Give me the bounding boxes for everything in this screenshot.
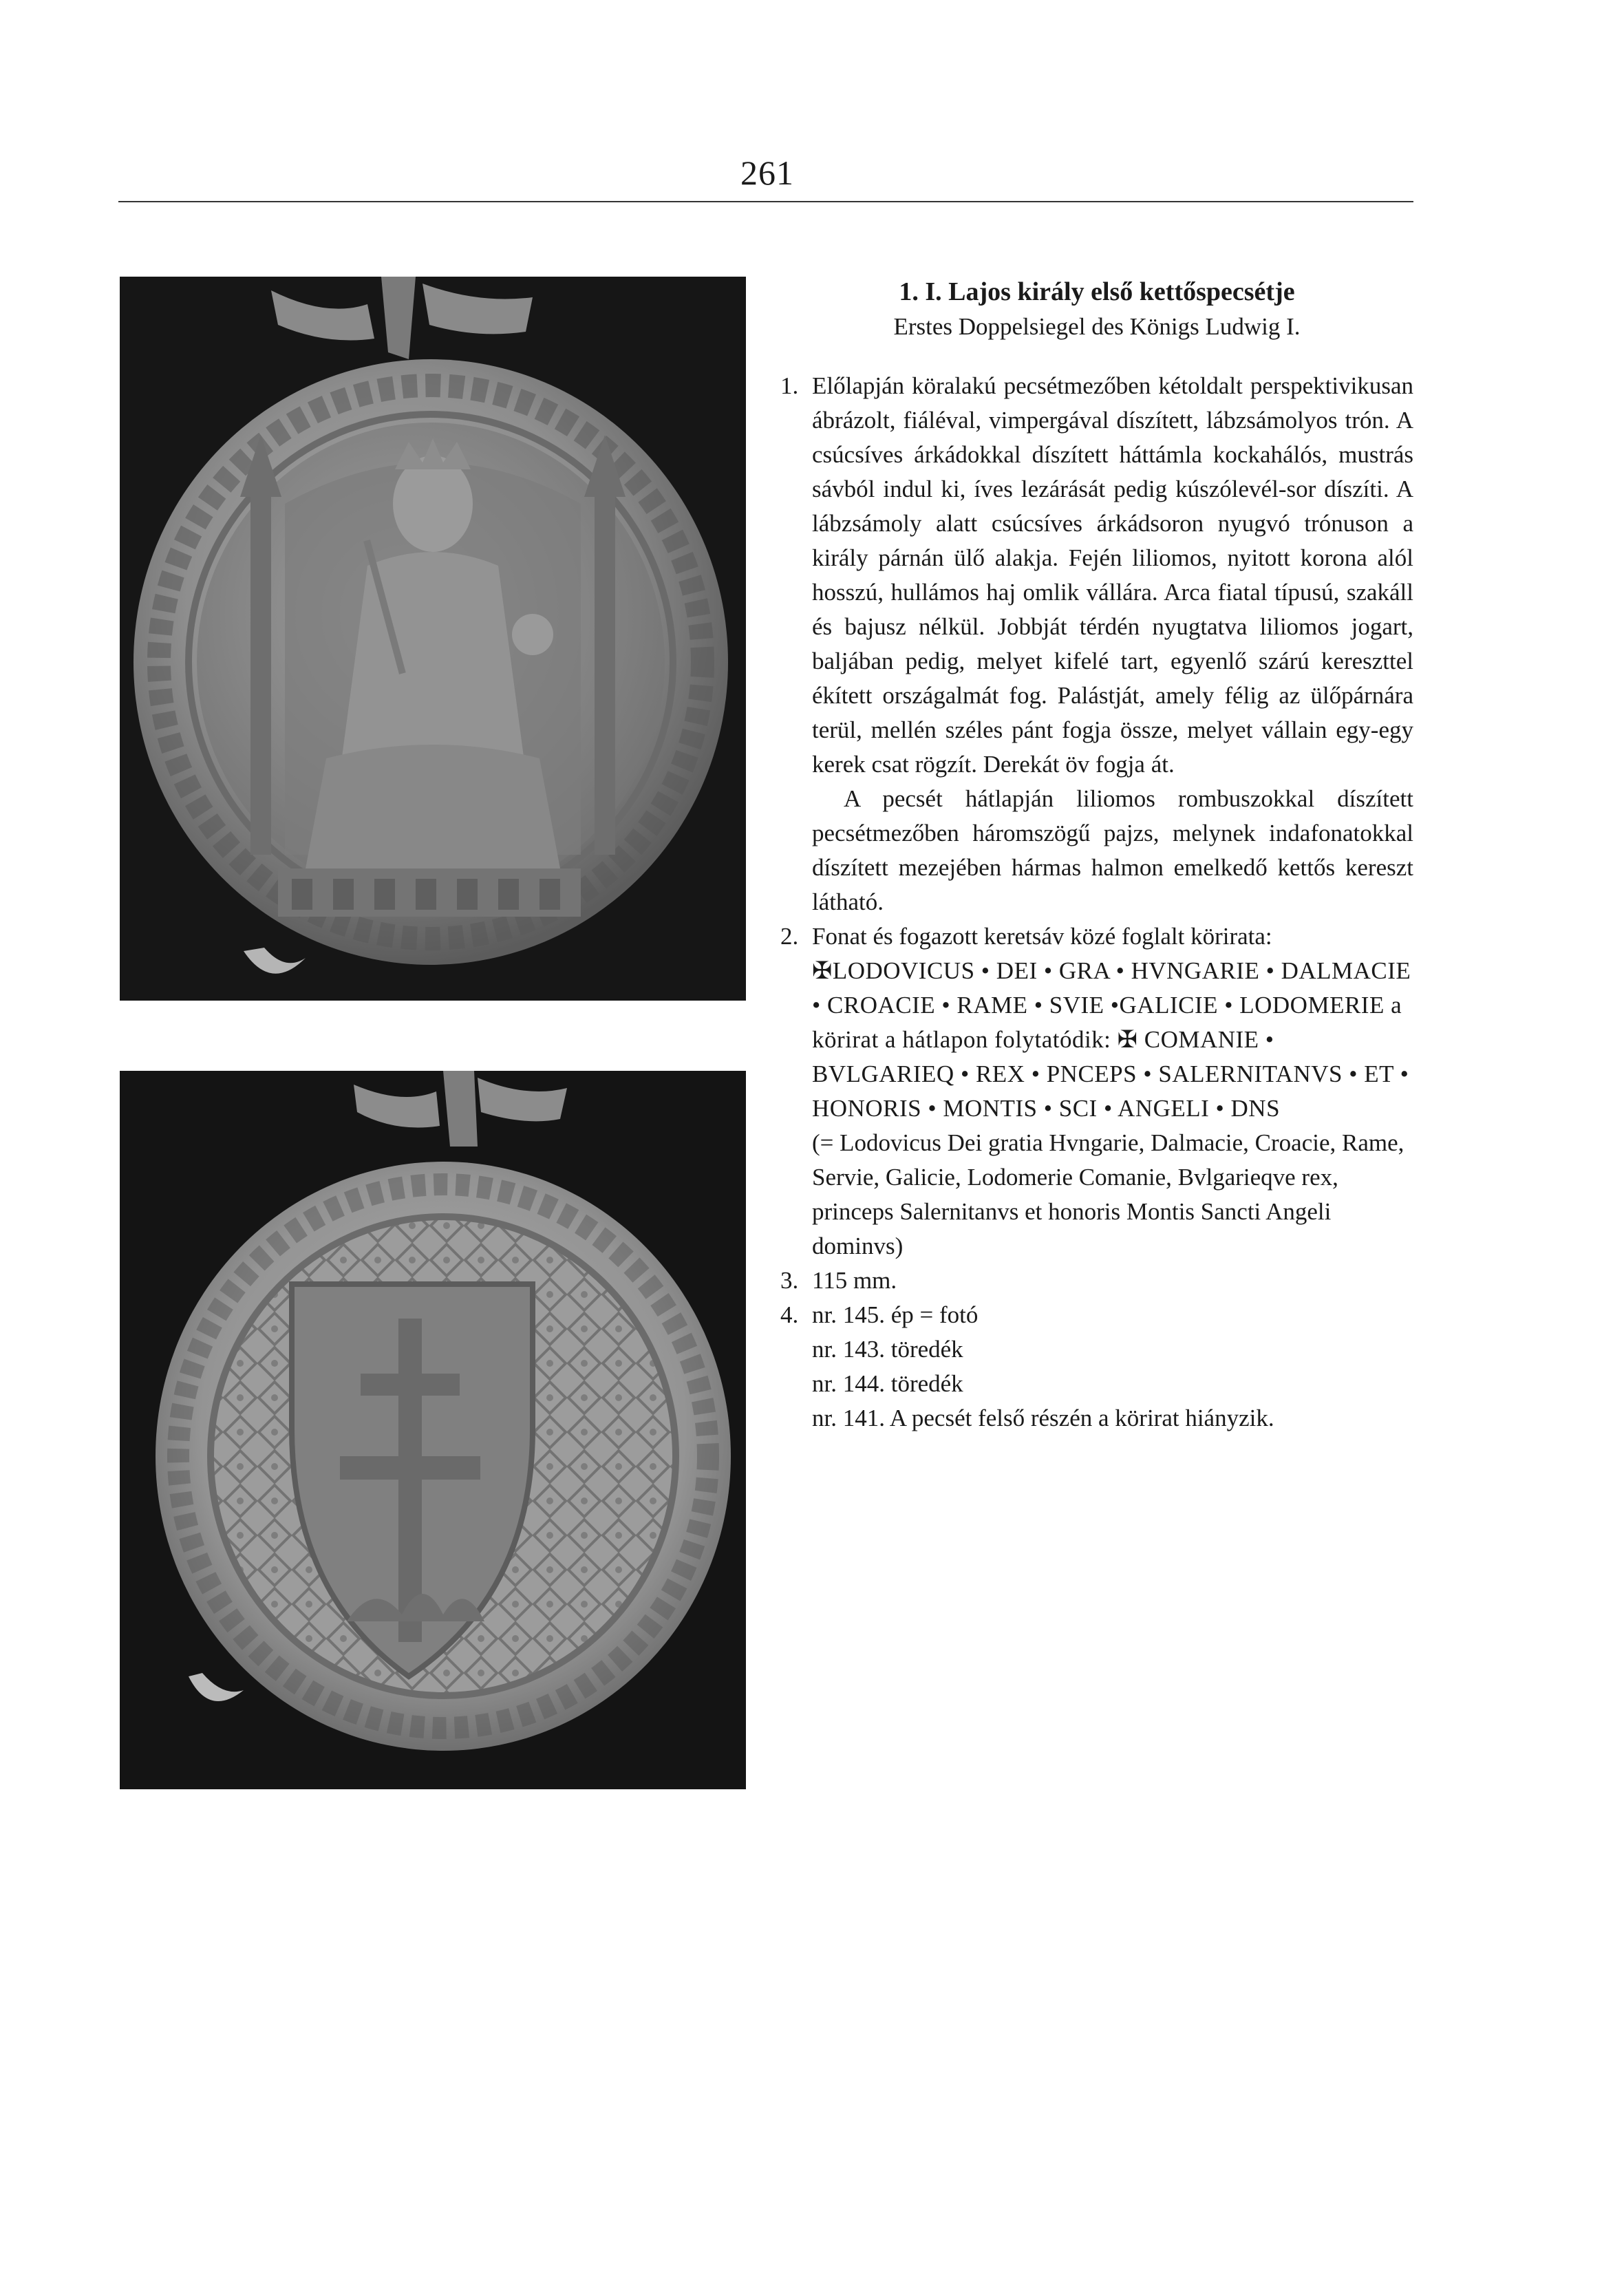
seal-legend: ✠LODOVICUS • DEI • GRA • HVNGARIE • DALMACIE • CROACIE • RAME • SVIE •GALICIE • LODOMERIE a körirat a hátlapon folytatódik: ✠ COMANIE • BVLGARIEQ • REX • PNCEPS • SALERNITANVS • ET • HONORIS • MONTIS • SCI • ANGELI • DNS (812, 957, 1411, 1122)
item-number: 1. (780, 372, 799, 399)
seal-diameter: 115 mm. (812, 1267, 897, 1294)
entry-subtitle: Erstes Doppelsiegel des Königs Ludwig I. (893, 313, 1301, 340)
archive-reference: nr. 143. töredék (812, 1336, 963, 1363)
description-paragraph: A pecsét hátlapján liliomos rombuszokkal díszített pecsétmezőben háromszögű pajzs, melynek indafonatokkal díszített mezejében hármas halmon emelkedő kettős kereszt látható. (812, 785, 1413, 915)
entry-item-4 (780, 1298, 1413, 1436)
item-number: 3. (780, 1267, 799, 1294)
catalog-entry (780, 274, 1413, 1436)
seal-obverse-photo (120, 277, 746, 1001)
entry-item-1 (780, 369, 1413, 919)
item-number: 2. (780, 923, 799, 950)
item-number: 4. (780, 1301, 799, 1328)
legend-translation: (= Lodovicus Dei gratia Hvngarie, Dalmacie, Croacie, Rame, Servie, Galicie, Lodomerie Comanie, Bvlgarieqve rex, princeps Salernitanvs et honoris Montis Sancti Angeli dominvs) (812, 1129, 1404, 1259)
seal-reverse-photo (120, 1071, 746, 1789)
archive-reference: nr. 141. A pecsét felső részén a körirat hiányzik. (812, 1405, 1274, 1431)
entry-item-2 (780, 919, 1413, 1264)
legend-intro: Fonat és fogazott keretsáv közé foglalt körirata: (812, 923, 1272, 950)
description-paragraph: Előlapján köralakú pecsétmezőben kétoldalt perspektivikusan ábrázolt, fiáléval, vimpergával díszített, lábzsámolyos trón. A csúcsíves árkádokkal díszített háttámla kockahálós, mustrás sávból indul ki, íves lezárását pedig kúszólevél-sor díszíti. A lábzsámoly alatt csúcsíves árkádsoron nyugvó trónuson a király párnán ülő alakja. Fején liliomos, nyitott korona alól hosszú, hullámos haj omlik vállára. Arca fiatal típusú, szakáll és bajusz nélkül. Jobbját térdén nyugtatva liliomos jogart, baljában pedig, melyet kifelé tart, egyenlő szárú kereszttel ékített országalmát fog. Palástját, amely félig az ülőpárnára terül, mellén széles pánt fogja össze, melyet vállain egy-egy kerek csat rögzít. Derekát öv fogja át. (812, 372, 1413, 778)
archive-reference: nr. 144. töredék (812, 1370, 963, 1397)
archive-reference: nr. 145. ép = fotó (812, 1301, 979, 1328)
page-number: 261 (740, 153, 794, 192)
header-rule (118, 201, 1413, 202)
entry-item-3 (780, 1264, 1413, 1298)
entry-title: 1. I. Lajos király első kettőspecsétje (899, 277, 1295, 306)
